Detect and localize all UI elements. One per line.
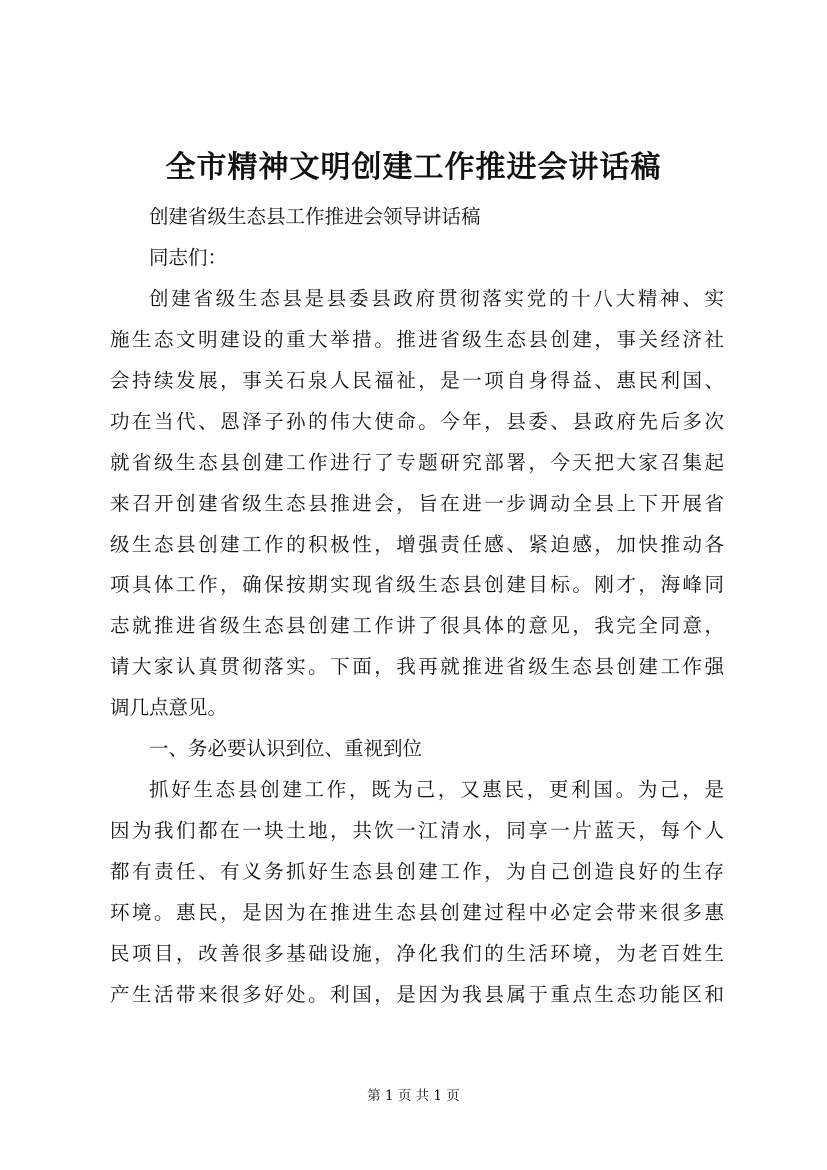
body-line: 产生活带来很多好处。利国，是因为我县属于重点生态功能区和 — [110, 982, 724, 1006]
body-line: 都有责任、有义务抓好生态县创建工作，为自己创造良好的生存 — [110, 860, 724, 883]
body-line: 来召开创建省级生态县推进会，旨在进一步调动全县上下开展省 — [110, 491, 724, 515]
body-line: 创建省级生态县工作推进会领导讲话稿 — [149, 205, 481, 228]
body-line: 因为我们都在一块土地，共饮一江清水，同享一片蓝天，每个人 — [110, 819, 724, 843]
document-body — [110, 197, 724, 1016]
body-line: 请大家认真贯彻落实。下面，我再就推进省级生态县创建工作强 — [110, 655, 724, 679]
body-line: 一、务必要认识到位、重视到位 — [149, 737, 423, 761]
body-line: 项具体工作，确保按期实现省级生态县创建目标。刚才，海峰同 — [110, 573, 724, 597]
body-line: 创建省级生态县是县委县政府贯彻落实党的十八大精神、实 — [149, 286, 724, 310]
document-title: 全市精神文明创建工作推进会讲话稿 — [165, 150, 662, 185]
body-line: 环境。惠民，是因为在推进生态县创建过程中必定会带来很多惠 — [110, 900, 724, 924]
body-line: 同志们： — [149, 245, 228, 269]
body-line: 民项目，改善很多基础设施，净化我们的生活环境，为老百姓生 — [110, 941, 724, 965]
body-line: 施生态文明建设的重大举措。推进省级生态县创建，事关经济社 — [110, 327, 724, 351]
body-line: 会持续发展，事关石泉人民福祉，是一项自身得益、惠民利国、 — [110, 368, 724, 392]
body-line: 志就推进省级生态县创建工作讲了很具体的意见，我完全同意， — [110, 614, 724, 638]
body-line: 抓好生态县创建工作，既为己，又惠民，更利国。为己，是 — [149, 778, 724, 802]
body-line: 调几点意见。 — [110, 696, 228, 720]
body-line: 就省级生态县创建工作进行了专题研究部署，今天把大家召集起 — [110, 450, 724, 474]
body-line: 功在当代、恩泽子孙的伟大使命。今年，县委、县政府先后多次 — [110, 409, 724, 433]
body-line: 级生态县创建工作的积极性，增强责任感、紧迫感，加快推动各 — [110, 532, 724, 556]
page-footer: 第 1 页 共 1 页 — [367, 1088, 460, 1104]
